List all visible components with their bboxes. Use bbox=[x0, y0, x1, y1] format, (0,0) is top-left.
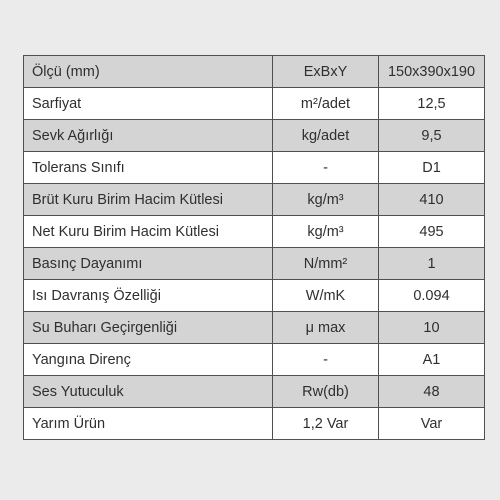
property-cell: Basınç Dayanımı bbox=[24, 248, 273, 280]
table-row bbox=[24, 376, 485, 408]
value-cell: D1 bbox=[379, 152, 485, 184]
table-row bbox=[24, 184, 485, 216]
value-cell: 1 bbox=[379, 248, 485, 280]
property-cell: Ölçü (mm) bbox=[24, 56, 273, 88]
property-cell: Sarfiyat bbox=[24, 88, 273, 120]
value-cell: 12,5 bbox=[379, 88, 485, 120]
unit-cell: kg/adet bbox=[273, 120, 379, 152]
unit-cell: Rw(db) bbox=[273, 376, 379, 408]
property-cell: Net Kuru Birim Hacim Kütlesi bbox=[24, 216, 273, 248]
table-row bbox=[24, 312, 485, 344]
unit-cell: N/mm² bbox=[273, 248, 379, 280]
table-row bbox=[24, 248, 485, 280]
property-cell: Sevk Ağırlığı bbox=[24, 120, 273, 152]
value-cell: 150x390x190 bbox=[379, 56, 485, 88]
value-cell: 10 bbox=[379, 312, 485, 344]
property-cell: Brüt Kuru Birim Hacim Kütlesi bbox=[24, 184, 273, 216]
unit-cell: kg/m³ bbox=[273, 184, 379, 216]
table-row bbox=[24, 408, 485, 440]
unit-cell: W/mK bbox=[273, 280, 379, 312]
unit-cell: ExBxY bbox=[273, 56, 379, 88]
property-cell: Su Buharı Geçirgenliği bbox=[24, 312, 273, 344]
unit-cell: - bbox=[273, 152, 379, 184]
property-cell: Yarım Ürün bbox=[24, 408, 273, 440]
table-row bbox=[24, 56, 485, 88]
spec-table-body bbox=[24, 56, 485, 440]
property-cell: Ses Yutuculuk bbox=[24, 376, 273, 408]
unit-cell: kg/m³ bbox=[273, 216, 379, 248]
unit-cell: m²/adet bbox=[273, 88, 379, 120]
value-cell: A1 bbox=[379, 344, 485, 376]
table-row bbox=[24, 280, 485, 312]
unit-cell: 1,2 Var bbox=[273, 408, 379, 440]
value-cell: 48 bbox=[379, 376, 485, 408]
value-cell: 410 bbox=[379, 184, 485, 216]
table-row bbox=[24, 216, 485, 248]
table-row bbox=[24, 88, 485, 120]
spec-table bbox=[23, 55, 485, 440]
table-row bbox=[24, 344, 485, 376]
table-row bbox=[24, 152, 485, 184]
unit-cell: - bbox=[273, 344, 379, 376]
value-cell: Var bbox=[379, 408, 485, 440]
unit-cell: μ max bbox=[273, 312, 379, 344]
property-cell: Yangına Direnç bbox=[24, 344, 273, 376]
value-cell: 9,5 bbox=[379, 120, 485, 152]
property-cell: Isı Davranış Özelliği bbox=[24, 280, 273, 312]
table-row bbox=[24, 120, 485, 152]
property-cell: Tolerans Sınıfı bbox=[24, 152, 273, 184]
value-cell: 0.094 bbox=[379, 280, 485, 312]
value-cell: 495 bbox=[379, 216, 485, 248]
